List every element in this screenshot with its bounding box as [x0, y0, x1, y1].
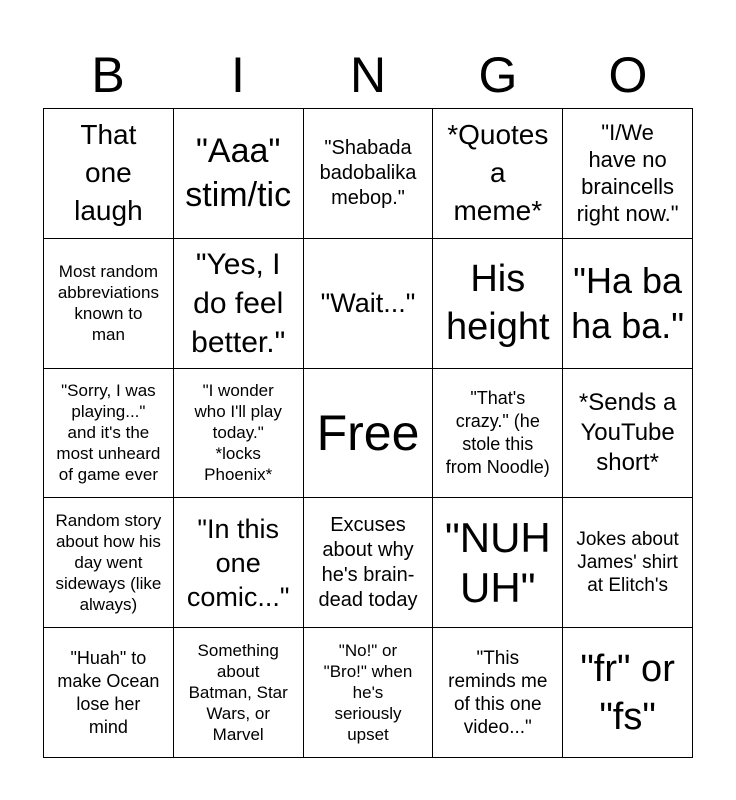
bingo-cell-r1-c4[interactable]: [433, 109, 563, 239]
bingo-cell-r3-c5[interactable]: [563, 369, 693, 499]
cell-text: His height: [446, 258, 550, 349]
bingo-cell-r2-c5[interactable]: [563, 239, 693, 369]
cell-text: "No!" or "Bro!" when he's seriously upset: [323, 641, 413, 745]
bingo-cell-r4-c2[interactable]: [174, 498, 304, 628]
cell-text: Most random abbreviations known to man: [57, 262, 159, 345]
cell-text: "Wait...": [320, 288, 416, 319]
cell-text: That one laugh: [74, 119, 143, 227]
cell-text: Something about Batman, Star Wars, or Marvel: [188, 641, 288, 745]
bingo-cell-r5-c1[interactable]: [44, 628, 174, 758]
cell-text: "Ha ba ha ba.": [571, 260, 685, 347]
bingo-board: [43, 108, 693, 758]
bingo-cell-r5-c4[interactable]: [433, 628, 563, 758]
header-letter-b: B: [91, 47, 125, 103]
bingo-cell-free[interactable]: [304, 369, 434, 499]
bingo-cell-r5-c5[interactable]: [563, 628, 693, 758]
cell-text: *Sends a YouTube short*: [578, 388, 677, 476]
bingo-cell-r5-c3[interactable]: [304, 628, 434, 758]
cell-text: Excuses about why he's brain- dead today: [318, 513, 418, 611]
bingo-cell-r5-c2[interactable]: [174, 628, 304, 758]
cell-text: "Shabada badobalika mebop.": [319, 136, 417, 209]
bingo-cell-r3-c1[interactable]: [44, 369, 174, 499]
bingo-cell-r3-c2[interactable]: [174, 369, 304, 499]
cell-text: "NUH UH": [444, 513, 551, 611]
bingo-cell-r1-c1[interactable]: [44, 109, 174, 239]
cell-text: Jokes about James' shirt at Elitch's: [576, 529, 679, 597]
cell-text: "That's crazy." (he stole this from Noodle): [445, 387, 550, 477]
cell-text: "Aaa" stim/tic: [185, 132, 292, 215]
cell-text: "Sorry, I was playing..." and it's the most unheard of game ever: [56, 381, 161, 485]
bingo-cell-r1-c2[interactable]: [174, 109, 304, 239]
cell-text: "I/We have no braincells right now.": [576, 120, 679, 227]
cell-text: "In this one comic...": [186, 513, 290, 612]
cell-text: "I wonder who I'll play today." *locks Phoenix*: [194, 381, 282, 485]
header-letter-i: I: [231, 47, 245, 103]
bingo-cell-r2-c3[interactable]: [304, 239, 434, 369]
header-letter-g: G: [478, 47, 518, 103]
bingo-header: [43, 44, 693, 106]
bingo-cell-r2-c4[interactable]: [433, 239, 563, 369]
free-space-text: Free: [316, 404, 420, 461]
bingo-cell-r3-c4[interactable]: [433, 369, 563, 499]
bingo-cell-r4-c1[interactable]: [44, 498, 174, 628]
header-letter-o: O: [608, 47, 648, 103]
cell-text: *Quotes a meme*: [447, 119, 549, 227]
bingo-cell-r2-c2[interactable]: [174, 239, 304, 369]
header-letter-n: N: [349, 47, 387, 103]
bingo-cell-r1-c3[interactable]: [304, 109, 434, 239]
cell-text: "fr" or "fs": [580, 647, 675, 738]
cell-text: "Huah" to make Ocean lose her mind: [57, 647, 160, 737]
bingo-cell-r4-c3[interactable]: [304, 498, 434, 628]
cell-text: "This reminds me of this one video...": [448, 647, 548, 738]
cell-text: Random story about how his day went sideways (like always): [55, 511, 162, 615]
bingo-cell-r1-c5[interactable]: [563, 109, 693, 239]
bingo-cell-r4-c5[interactable]: [563, 498, 693, 628]
bingo-cell-r4-c4[interactable]: [433, 498, 563, 628]
cell-text: "Yes, I do feel better.": [191, 247, 286, 359]
bingo-cell-r2-c1[interactable]: [44, 239, 174, 369]
